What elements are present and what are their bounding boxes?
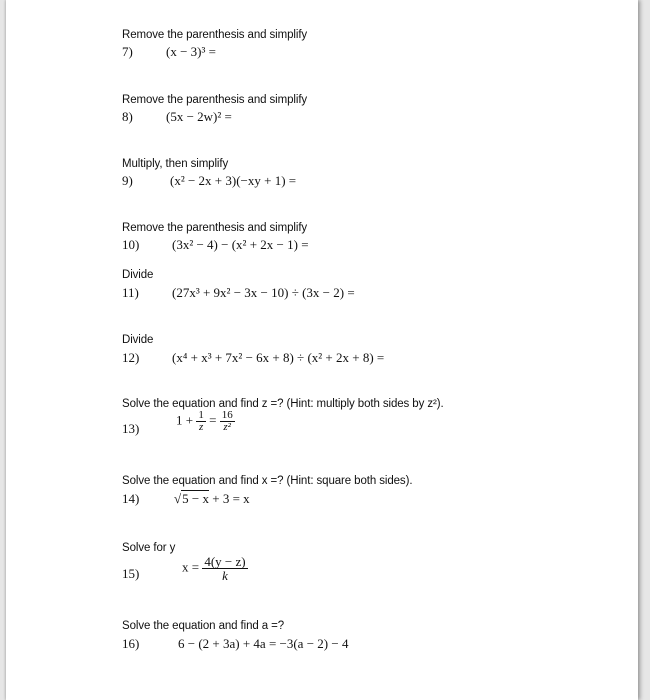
worksheet-page: [6, 0, 638, 700]
eq13-lead: 1 +: [176, 412, 194, 428]
instruction-15: Solve for y: [122, 542, 176, 554]
instruction-14: Solve the equation and find x =? (Hint: square both sides).: [122, 475, 413, 487]
problem-number-7: 7): [122, 44, 133, 59]
instruction-7: Remove the parenthesis and simplify: [122, 29, 308, 41]
equation-14: [174, 491, 250, 507]
equation-10: (3x² − 4) − (x² + 2x − 1) =: [172, 237, 309, 252]
equation-7: (x − 3)³ =: [166, 44, 216, 59]
instruction-9: Multiply, then simplify: [122, 158, 229, 170]
problem-number-8: 8): [122, 109, 133, 124]
instruction-11: Divide: [122, 269, 154, 281]
eq13-equals: =: [209, 412, 217, 428]
equation-12: (x⁴ + x³ + 7x² − 6x + 8) ÷ (x² + 2x + 8) =: [172, 350, 385, 365]
equation-11: (27x³ + 9x² − 3x − 10) ÷ (3x − 2) =: [172, 285, 355, 300]
eq14-radicand: 5 − x: [182, 491, 209, 506]
eq13-f1-denominator: z: [198, 421, 204, 433]
instruction-13: Solve the equation and find z =? (Hint: multiply both sides by z²).: [122, 398, 444, 410]
instruction-10: Remove the parenthesis and simplify: [122, 222, 308, 234]
eq15-fraction: [202, 555, 247, 582]
eq13-fraction-1: [196, 410, 206, 433]
problem-number-15: 15): [122, 566, 140, 581]
instruction-16: Solve the equation and find a =?: [122, 620, 285, 632]
problem-number-13: 13): [122, 421, 140, 436]
problem-number-12: 12): [122, 350, 140, 365]
eq13-fraction-2: [220, 410, 235, 433]
equation-15: [182, 555, 248, 582]
eq15-denominator: k: [222, 568, 228, 583]
equation-13: [176, 410, 235, 433]
eq13-f2-denominator: z²: [223, 421, 231, 433]
eq14-rest: + 3 = x: [212, 491, 250, 506]
eq13-f2-numerator: 16: [221, 409, 233, 421]
problem-number-11: 11): [122, 285, 139, 300]
problem-number-14: 14): [122, 491, 140, 506]
equation-9: (x² − 2x + 3)(−xy + 1) =: [170, 173, 297, 188]
problem-number-9: 9): [122, 173, 133, 188]
equation-8: (5x − 2w)² =: [166, 109, 232, 124]
eq15-lhs: x =: [182, 559, 200, 575]
equation-16: 6 − (2 + 3a) + 4a = −3(a − 2) − 4: [178, 636, 349, 651]
eq13-f1-numerator: 1: [198, 409, 204, 421]
eq15-numerator: 4(y − z): [204, 554, 246, 569]
problem-number-16: 16): [122, 636, 140, 651]
instruction-12: Divide: [122, 334, 154, 346]
instruction-8: Remove the parenthesis and simplify: [122, 94, 308, 106]
problem-number-10: 10): [122, 237, 140, 252]
sqrt-symbol: √: [174, 491, 182, 506]
